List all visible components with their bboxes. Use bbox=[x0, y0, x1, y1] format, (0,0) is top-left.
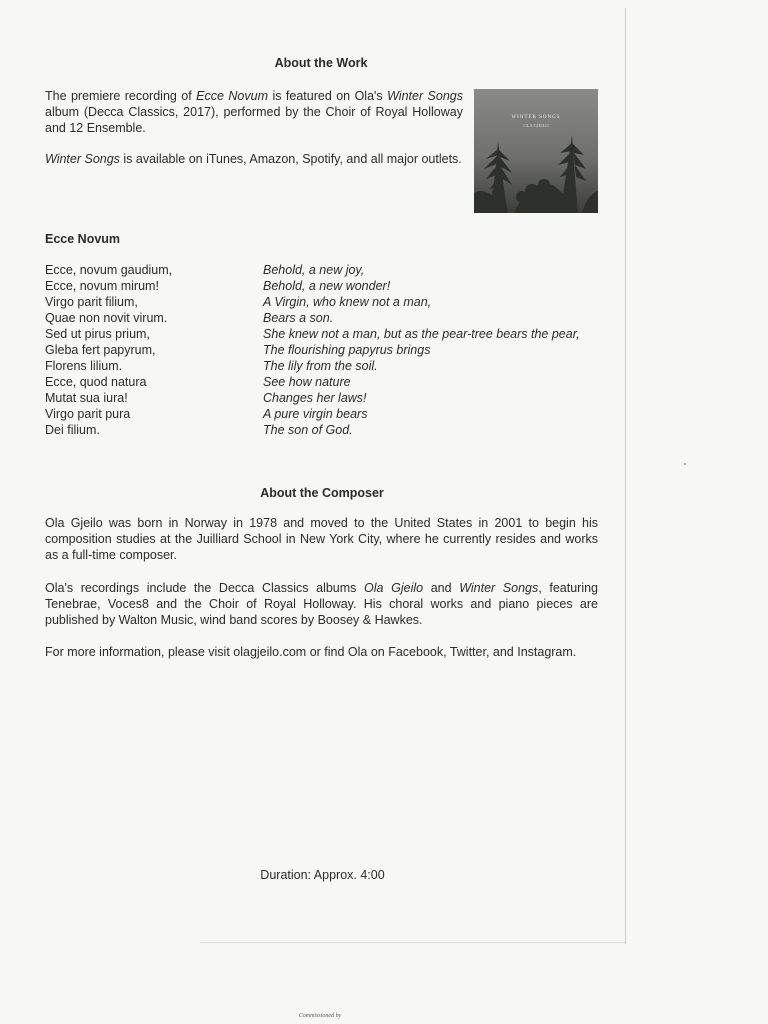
composer-bio-paragraph: Ola Gjeilo was born in Norway in 1978 and moved to the United States in 2001 to begin his composition studies at the Juilliard School in New York City, where he currently resides and works as a full-time composer. bbox=[45, 516, 598, 562]
latin-line: Gleba fert papyrum, bbox=[45, 343, 156, 357]
about-work-paragraph-1: The premiere recording of Ecce Novum is featured on Ola's Winter Songs album (Decca Classics, 2017), performed by the Choir of Royal Holloway and 12 Ensemble. bbox=[45, 89, 463, 135]
english-line: Behold, a new wonder! bbox=[263, 279, 391, 293]
english-line: The lily from the soil. bbox=[263, 359, 378, 373]
english-line: She knew not a man, but as the pear-tree bears the pear, bbox=[263, 327, 580, 341]
commission-note: Commissioned by bbox=[298, 1013, 342, 1019]
english-line: Bears a son. bbox=[263, 311, 334, 325]
cover-title: WINTER SONGS bbox=[511, 115, 561, 120]
english-line: Changes her laws! bbox=[263, 391, 367, 405]
lyrics-heading: Ecce Novum bbox=[45, 232, 121, 246]
latin-line: Ecce, quod natura bbox=[45, 375, 147, 389]
about-work-heading: About the Work bbox=[274, 56, 368, 70]
composer-recordings-paragraph: Ola's recordings include the Decca Classics albums Ola Gjeilo and Winter Songs, featuring Tenebrae, Voces8 and the Choir of Royal Holloway. His choral works and piano pieces are published by Walton Music, wind band scores by Boosey & Hawkes. bbox=[45, 581, 599, 627]
latin-line: Dei filium. bbox=[45, 423, 100, 437]
album-cover-image bbox=[474, 89, 598, 213]
about-composer-heading: About the Composer bbox=[260, 486, 384, 500]
page-bottom-divider bbox=[200, 942, 625, 943]
latin-line: Florens lilium. bbox=[45, 359, 123, 373]
latin-line: Virgo parit filium, bbox=[45, 295, 138, 309]
latin-line: Virgo parit pura bbox=[45, 407, 131, 421]
about-work-paragraph-2: Winter Songs is available on iTunes, Amazon, Spotify, and all major outlets. bbox=[45, 152, 462, 166]
duration-text: Duration: Approx. 4:00 bbox=[260, 868, 385, 882]
cover-artist: OLA GJEILO bbox=[523, 123, 549, 128]
fern-foliage-illustration bbox=[474, 89, 598, 213]
english-line: Behold, a new joy, bbox=[263, 263, 365, 277]
english-translation-list bbox=[263, 262, 580, 438]
scan-speck bbox=[684, 463, 686, 465]
page-edge-divider bbox=[625, 8, 626, 944]
latin-line: Mutat sua iura! bbox=[45, 391, 128, 405]
latin-line: Sed ut pirus prium, bbox=[45, 327, 150, 341]
english-line: The flourishing papyrus brings bbox=[263, 343, 431, 357]
english-line: A pure virgin bears bbox=[263, 407, 368, 421]
latin-line: Quae non novit virum. bbox=[45, 311, 168, 325]
latin-line: Ecce, novum gaudium, bbox=[45, 263, 173, 277]
latin-line: Ecce, novum mirum! bbox=[45, 279, 159, 293]
english-line: The son of God. bbox=[263, 423, 353, 437]
english-line: See how nature bbox=[263, 375, 351, 389]
english-line: A Virgin, who knew not a man, bbox=[263, 295, 432, 309]
composer-contact-paragraph: For more information, please visit olagjeilo.com or find Ola on Facebook, Twitter, and Instagram. bbox=[45, 645, 577, 659]
latin-lyrics-list bbox=[45, 262, 172, 438]
